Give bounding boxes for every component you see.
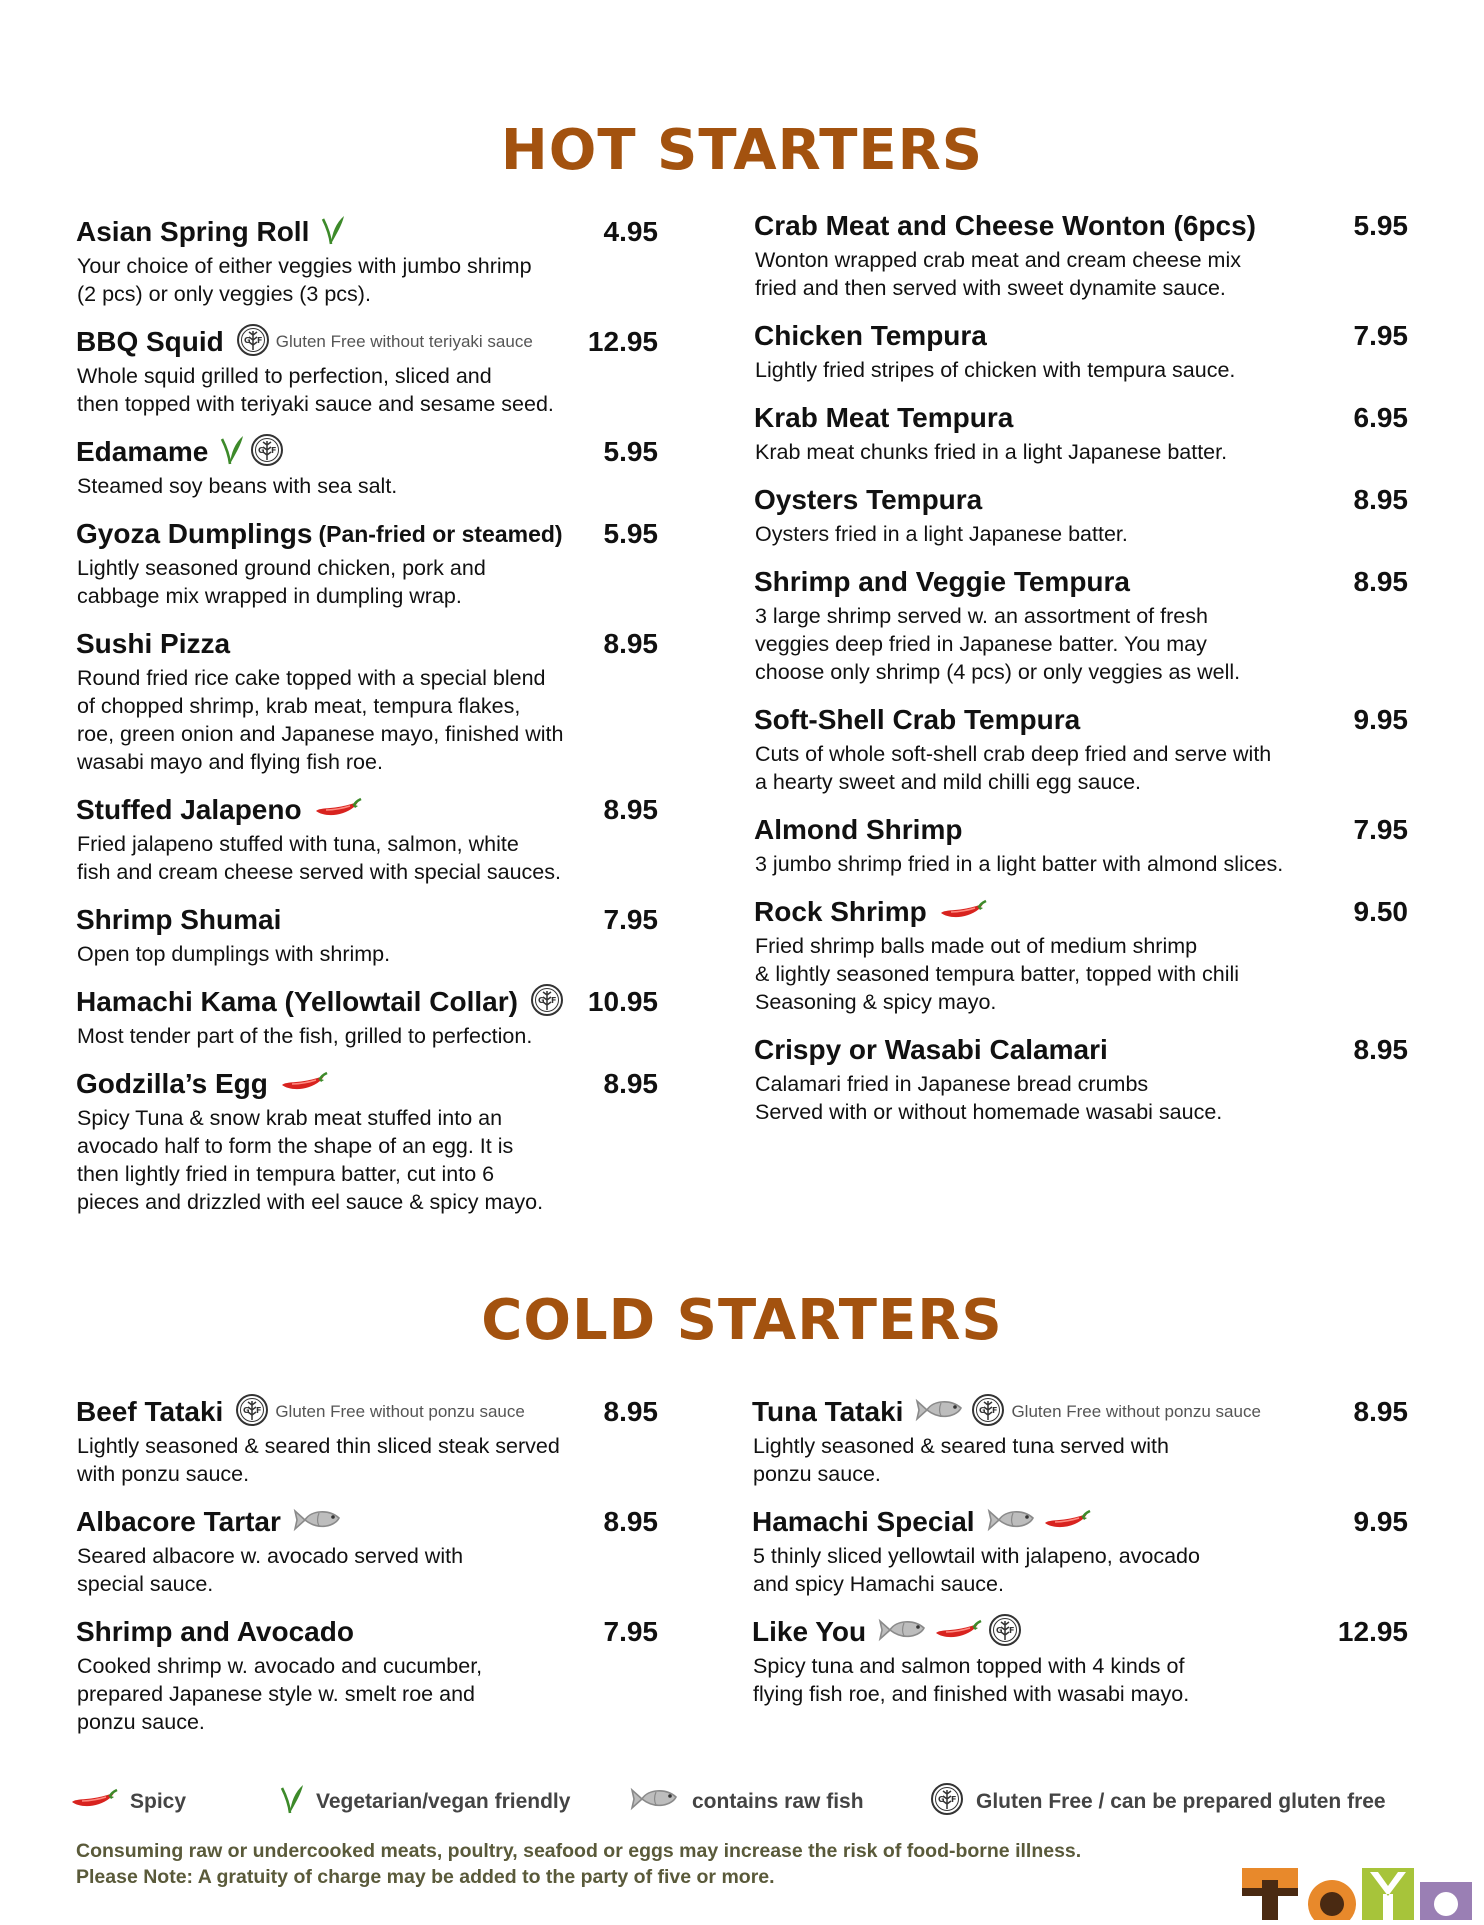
health-warning: Consuming raw or undercooked meats, poultry, seafood or eggs may increase the risk of food-borne illness.: [76, 1840, 1082, 1862]
description-line: a hearty sweet and mild chilli egg sauce.: [755, 770, 1142, 794]
menu-item-header: [76, 212, 658, 252]
description-line: Oysters fried in a light Japanese batter.: [755, 522, 1128, 546]
item-name: Gyoza Dumplings: [76, 518, 313, 549]
menu-item-albacore-tartar: [76, 1502, 658, 1598]
menu-item-godzilla-s-egg: [76, 1064, 658, 1216]
gluten-free-icon: [250, 433, 284, 472]
description-line: Cooked shrimp w. avocado and cucumber,: [77, 1654, 483, 1678]
menu-item-rock-shrimp: [754, 892, 1408, 1016]
item-description: [755, 438, 1408, 466]
item-name: Shrimp and Avocado: [76, 1616, 354, 1647]
item-description: [77, 940, 658, 968]
raw-fish-icon: [293, 1507, 343, 1538]
item-price: 5.95: [1353, 210, 1408, 241]
item-name-suffix: (Pan-fried or steamed): [318, 520, 563, 547]
description-line: avocado half to form the shape of an egg. It is: [77, 1134, 514, 1158]
item-price: 5.95: [603, 436, 658, 467]
item-icons: [987, 1507, 1091, 1538]
item-description: [753, 1542, 1408, 1598]
item-price: 8.95: [603, 628, 658, 659]
menu-item-like-you: [752, 1612, 1408, 1708]
chili-pepper-icon: [939, 899, 987, 926]
menu-item-header: [754, 562, 1408, 602]
logo-graphic: [1242, 1860, 1472, 1920]
menu-item-bbq-squid: [76, 322, 658, 418]
gratuity-note: Please Note: A gratuity of charge may be added to the party of five or more.: [76, 1866, 775, 1888]
item-description: [77, 1432, 658, 1488]
item-price: 10.95: [587, 986, 658, 1017]
menu-item-header: [754, 1030, 1408, 1070]
svg-text:F: F: [256, 335, 263, 345]
menu-item-shrimp-and-veggie-tempura: [754, 562, 1408, 686]
menu-item-header: [752, 1612, 1408, 1652]
svg-text:F: F: [550, 995, 557, 1005]
footer-notes: [76, 1838, 1081, 1890]
menu-item-krab-meat-tempura: [754, 398, 1408, 466]
hot-starters-left-column: [76, 212, 658, 1230]
svg-text:G: G: [996, 1625, 1003, 1635]
gluten-free-icon: [235, 1393, 269, 1432]
description-line: Spicy Tuna & snow krab meat stuffed into an: [77, 1106, 503, 1130]
legend-label: contains raw fish: [692, 1790, 864, 1813]
menu-item-header: [76, 1612, 658, 1652]
svg-text:G: G: [979, 1405, 987, 1415]
raw-fish-icon: [987, 1507, 1037, 1538]
item-description: [77, 252, 658, 308]
menu-item-crab-meat-and-cheese-wonton-6pcs: [754, 206, 1408, 302]
description-line: Whole squid grilled to perfection, sliced and: [77, 364, 492, 388]
icon-legend: [70, 1780, 1420, 1824]
description-line: fried and then served with sweet dynamite sauce.: [755, 276, 1226, 300]
item-name: Sushi Pizza: [76, 628, 231, 659]
description-line: Fried shrimp balls made out of medium shrimp: [755, 934, 1198, 958]
menu-item-chicken-tempura: [754, 316, 1408, 384]
menu-item-hamachi-special: [752, 1502, 1408, 1598]
item-icons: [915, 1393, 1005, 1432]
description-line: 3 large shrimp served w. an assortment of fresh: [755, 604, 1208, 628]
item-price: 6.95: [1353, 402, 1408, 433]
menu-item-header: [76, 900, 658, 940]
description-line: Wonton wrapped crab meat and cream cheese mix: [755, 248, 1241, 272]
description-line: choose only shrimp (4 pcs) or only veggies as well.: [755, 660, 1241, 684]
description-line: prepared Japanese style w. smelt roe and: [77, 1682, 475, 1706]
item-description: [755, 932, 1408, 1016]
item-price: 8.95: [1353, 484, 1408, 515]
item-icons: [321, 215, 345, 250]
item-price: 4.95: [603, 216, 658, 247]
description-line: Spicy tuna and salmon topped with 4 kinds of: [753, 1654, 1185, 1678]
menu-item-header: [754, 206, 1408, 246]
item-name: Godzilla’s Egg: [76, 1068, 268, 1099]
menu-item-header: [754, 398, 1408, 438]
item-name: Beef Tataki: [76, 1396, 224, 1427]
item-description: [77, 554, 658, 610]
item-description: [753, 1652, 1408, 1708]
item-name: Crispy or Wasabi Calamari: [754, 1034, 1108, 1065]
description-line: Seared albacore w. avocado served with: [77, 1544, 464, 1568]
item-icons: [236, 323, 270, 362]
item-name: Rock Shrimp: [754, 896, 927, 927]
menu-item-header: [76, 514, 658, 554]
menu-item-header: [754, 810, 1408, 850]
description-line: ponzu sauce.: [753, 1462, 881, 1486]
description-line: cabbage mix wrapped in dumpling wrap.: [77, 584, 462, 608]
item-icons: [235, 1393, 269, 1432]
item-name: Krab Meat Tempura: [754, 402, 1014, 433]
description-line: Served with or without homemade wasabi sauce.: [755, 1100, 1223, 1124]
item-description: [77, 1652, 658, 1736]
description-line: 3 jumbo shrimp fried in a light batter with almond slices.: [755, 852, 1284, 876]
item-name: Shrimp and Veggie Tempura: [754, 566, 1131, 597]
legend-vegetarian: [280, 1784, 630, 1820]
menu-item-crispy-or-wasabi-calamari: [754, 1030, 1408, 1126]
svg-text:F: F: [256, 1405, 262, 1415]
item-description: [77, 1542, 658, 1598]
svg-text:F: F: [992, 1405, 998, 1415]
item-description: [77, 1104, 658, 1216]
item-name: Oysters Tempura: [754, 484, 983, 515]
menu-item-gyoza-dumplings: [76, 514, 658, 610]
menu-item-header: [76, 790, 658, 830]
description-line: Krab meat chunks fried in a light Japanese batter.: [755, 440, 1228, 464]
item-description: [755, 246, 1408, 302]
item-description: [77, 472, 658, 500]
item-price: 8.95: [603, 794, 658, 825]
item-name: Edamame: [76, 436, 209, 467]
raw-fish-icon: [630, 1786, 680, 1818]
item-description: [753, 1432, 1408, 1488]
item-description: [77, 830, 658, 886]
item-name: Chicken Tempura: [754, 320, 987, 351]
item-description: [755, 740, 1408, 796]
description-line: ponzu sauce.: [77, 1710, 205, 1734]
chili-pepper-icon: [314, 797, 362, 824]
item-name: BBQ Squid: [76, 326, 224, 357]
item-name: Hamachi Special: [752, 1506, 975, 1537]
cold-starters-left-column: [76, 1392, 658, 1750]
menu-item-header: [754, 700, 1408, 740]
item-icons: [878, 1613, 1022, 1652]
item-price: 12.95: [1337, 1616, 1408, 1647]
gluten-free-icon: [988, 1613, 1022, 1652]
item-icons: [280, 1071, 328, 1098]
legend-spicy: [70, 1788, 280, 1816]
item-price: 7.95: [603, 904, 658, 935]
menu-item-header: [76, 432, 658, 472]
item-price: 7.95: [603, 1616, 658, 1647]
item-price: 8.95: [603, 1396, 658, 1427]
item-description: [755, 520, 1408, 548]
item-name: Asian Spring Roll: [76, 216, 310, 247]
svg-text:G: G: [537, 995, 545, 1005]
svg-text:G: G: [938, 1795, 945, 1804]
legend-raw-fish: [630, 1786, 930, 1818]
menu-item-stuffed-jalapeno: [76, 790, 658, 886]
item-price: 7.95: [1353, 814, 1408, 845]
item-name: Crab Meat and Cheese Wonton (6pcs): [754, 210, 1257, 241]
item-price: 8.95: [603, 1506, 658, 1537]
chili-pepper-icon: [70, 1788, 118, 1816]
menu-item-header: [76, 1064, 658, 1104]
item-description: [755, 850, 1408, 878]
menu-item-hamachi-kama-yellowtail-collar: [76, 982, 658, 1050]
gluten-free-icon: [530, 983, 564, 1022]
description-line: of chopped shrimp, krab meat, tempura flakes,: [77, 694, 521, 718]
item-price: 8.95: [1353, 1034, 1408, 1065]
gluten-free-icon: [930, 1782, 964, 1822]
item-description: [77, 664, 658, 776]
svg-text:F: F: [271, 445, 277, 455]
description-line: Lightly seasoned & seared thin sliced steak served: [77, 1434, 560, 1458]
menu-item-edamame: [76, 432, 658, 500]
menu-item-header: [754, 316, 1408, 356]
item-price: 7.95: [1353, 320, 1408, 351]
description-line: roe, green onion and Japanese mayo, finished with: [77, 722, 564, 746]
item-name: Almond Shrimp: [754, 814, 963, 845]
description-line: Round fried rice cake topped with a special blend: [77, 666, 546, 690]
legend-label: Vegetarian/vegan friendly: [316, 1790, 571, 1813]
description-line: Lightly fried stripes of chicken with tempura sauce.: [755, 358, 1236, 382]
item-description: [755, 1070, 1408, 1126]
svg-text:G: G: [243, 1405, 250, 1415]
menu-item-soft-shell-crab-tempura: [754, 700, 1408, 796]
description-line: veggies deep fried in Japanese batter. You may: [755, 632, 1207, 656]
description-line: Calamari fried in Japanese bread crumbs: [755, 1072, 1149, 1096]
description-line: flying fish roe, and finished with wasabi mayo.: [753, 1682, 1190, 1706]
menu-item-header: [752, 1392, 1408, 1432]
description-line: Seasoning & spicy mayo.: [755, 990, 997, 1014]
menu-item-header: [76, 982, 658, 1022]
cold-starters-title: COLD STARTERS: [481, 1288, 1003, 1353]
menu-item-header: [76, 624, 658, 664]
description-line: Most tender part of the fish, grilled to perfection.: [77, 1024, 533, 1048]
item-description: [755, 602, 1408, 686]
item-price: 8.95: [1353, 566, 1408, 597]
gluten-free-note: Gluten Free without ponzu sauce: [275, 1402, 525, 1421]
description-line: then topped with teriyaki sauce and sesame seed.: [77, 392, 554, 416]
description-line: fish and cream cheese served with special sauces.: [77, 860, 561, 884]
menu-item-beef-tataki: [76, 1392, 658, 1488]
description-line: & lightly seasoned tempura batter, topped with chili: [755, 962, 1240, 986]
item-price: 5.95: [603, 518, 658, 549]
svg-text:F: F: [1009, 1625, 1015, 1635]
item-price: 8.95: [603, 1068, 658, 1099]
menu-item-asian-spring-roll: [76, 212, 658, 308]
item-price: 9.50: [1353, 896, 1408, 927]
gluten-free-icon: [971, 1393, 1005, 1432]
menu-item-header: [76, 1502, 658, 1542]
item-price: 9.95: [1353, 1506, 1408, 1537]
item-price: 9.95: [1353, 704, 1408, 735]
chili-pepper-icon: [280, 1071, 328, 1098]
logo-text: TOYO: [1242, 1919, 1245, 1920]
item-name: Shrimp Shumai: [76, 904, 282, 935]
description-line: Open top dumplings with shrimp.: [77, 942, 391, 966]
raw-fish-icon: [878, 1617, 928, 1648]
item-icons: [220, 433, 284, 472]
veg-leaf-icon: [280, 1784, 304, 1820]
item-icons: [939, 899, 987, 926]
description-line: Steamed soy beans with sea salt.: [77, 474, 398, 498]
menu-item-shrimp-and-avocado: [76, 1612, 658, 1736]
hot-starters-title: HOT STARTERS: [500, 118, 984, 183]
menu-item-header: [754, 480, 1408, 520]
menu-item-oysters-tempura: [754, 480, 1408, 548]
description-line: 5 thinly sliced yellowtail with jalapeno, avocado: [753, 1544, 1200, 1568]
item-price: 12.95: [587, 326, 658, 357]
item-icons: [314, 797, 362, 824]
description-line: and spicy Hamachi sauce.: [753, 1572, 1004, 1596]
item-description: [77, 1022, 658, 1050]
menu-item-sushi-pizza: [76, 624, 658, 776]
svg-text:G: G: [258, 445, 265, 455]
description-line: then lightly fried in tempura batter, cut into 6: [77, 1162, 495, 1186]
description-line: pieces and drizzled with eel sauce & spicy mayo.: [77, 1190, 544, 1214]
veg-leaf-icon: [220, 435, 244, 470]
description-line: Your choice of either veggies with jumbo shrimp: [77, 254, 532, 278]
legend-gluten-free: [930, 1782, 1386, 1822]
item-price: 8.95: [1353, 1396, 1408, 1427]
menu-item-header: [76, 1392, 658, 1432]
item-name: Stuffed Jalapeno: [76, 794, 302, 825]
description-line: Lightly seasoned & seared tuna served with: [753, 1434, 1169, 1458]
item-name: Albacore Tartar: [76, 1506, 281, 1537]
item-name: Soft-Shell Crab Tempura: [754, 704, 1081, 735]
item-icons: [530, 983, 564, 1022]
description-line: special sauce.: [77, 1572, 214, 1596]
item-name: Hamachi Kama (Yellowtail Collar): [76, 986, 518, 1017]
description-line: (2 pcs) or only veggies (3 pcs).: [77, 282, 371, 306]
gluten-free-note: Gluten Free without ponzu sauce: [1011, 1402, 1261, 1421]
legend-label: Gluten Free / can be prepared gluten free: [976, 1790, 1386, 1813]
description-line: Cuts of whole soft-shell crab deep fried and serve with: [755, 742, 1272, 766]
veg-leaf-icon: [321, 215, 345, 250]
item-description: [77, 362, 658, 418]
raw-fish-icon: [915, 1397, 965, 1428]
description-line: Fried jalapeno stuffed with tuna, salmon, white: [77, 832, 519, 856]
menu-item-header: [754, 892, 1408, 932]
item-name: Like You: [752, 1616, 867, 1647]
svg-text:G: G: [243, 335, 251, 345]
description-line: Lightly seasoned ground chicken, pork and: [77, 556, 486, 580]
chili-pepper-icon: [1043, 1509, 1091, 1536]
description-line: with ponzu sauce.: [77, 1462, 250, 1486]
item-name: Tuna Tataki: [752, 1396, 904, 1427]
menu-item-header: [76, 322, 658, 362]
description-line: wasabi mayo and flying fish roe.: [77, 750, 383, 774]
menu-item-shrimp-shumai: [76, 900, 658, 968]
item-icons: [293, 1507, 343, 1538]
svg-text:F: F: [951, 1795, 957, 1804]
gluten-free-icon: [236, 323, 270, 362]
cold-starters-right-column: [752, 1392, 1408, 1722]
chili-pepper-icon: [934, 1619, 982, 1646]
gluten-free-note: Gluten Free without teriyaki sauce: [275, 332, 533, 351]
menu-item-header: [752, 1502, 1408, 1542]
menu-item-almond-shrimp: [754, 810, 1408, 878]
restaurant-logo: [1242, 1860, 1472, 1920]
menu-item-tuna-tataki: [752, 1392, 1408, 1488]
item-description: [755, 356, 1408, 384]
legend-label: Spicy: [130, 1790, 187, 1813]
hot-starters-right-column: [754, 206, 1408, 1140]
